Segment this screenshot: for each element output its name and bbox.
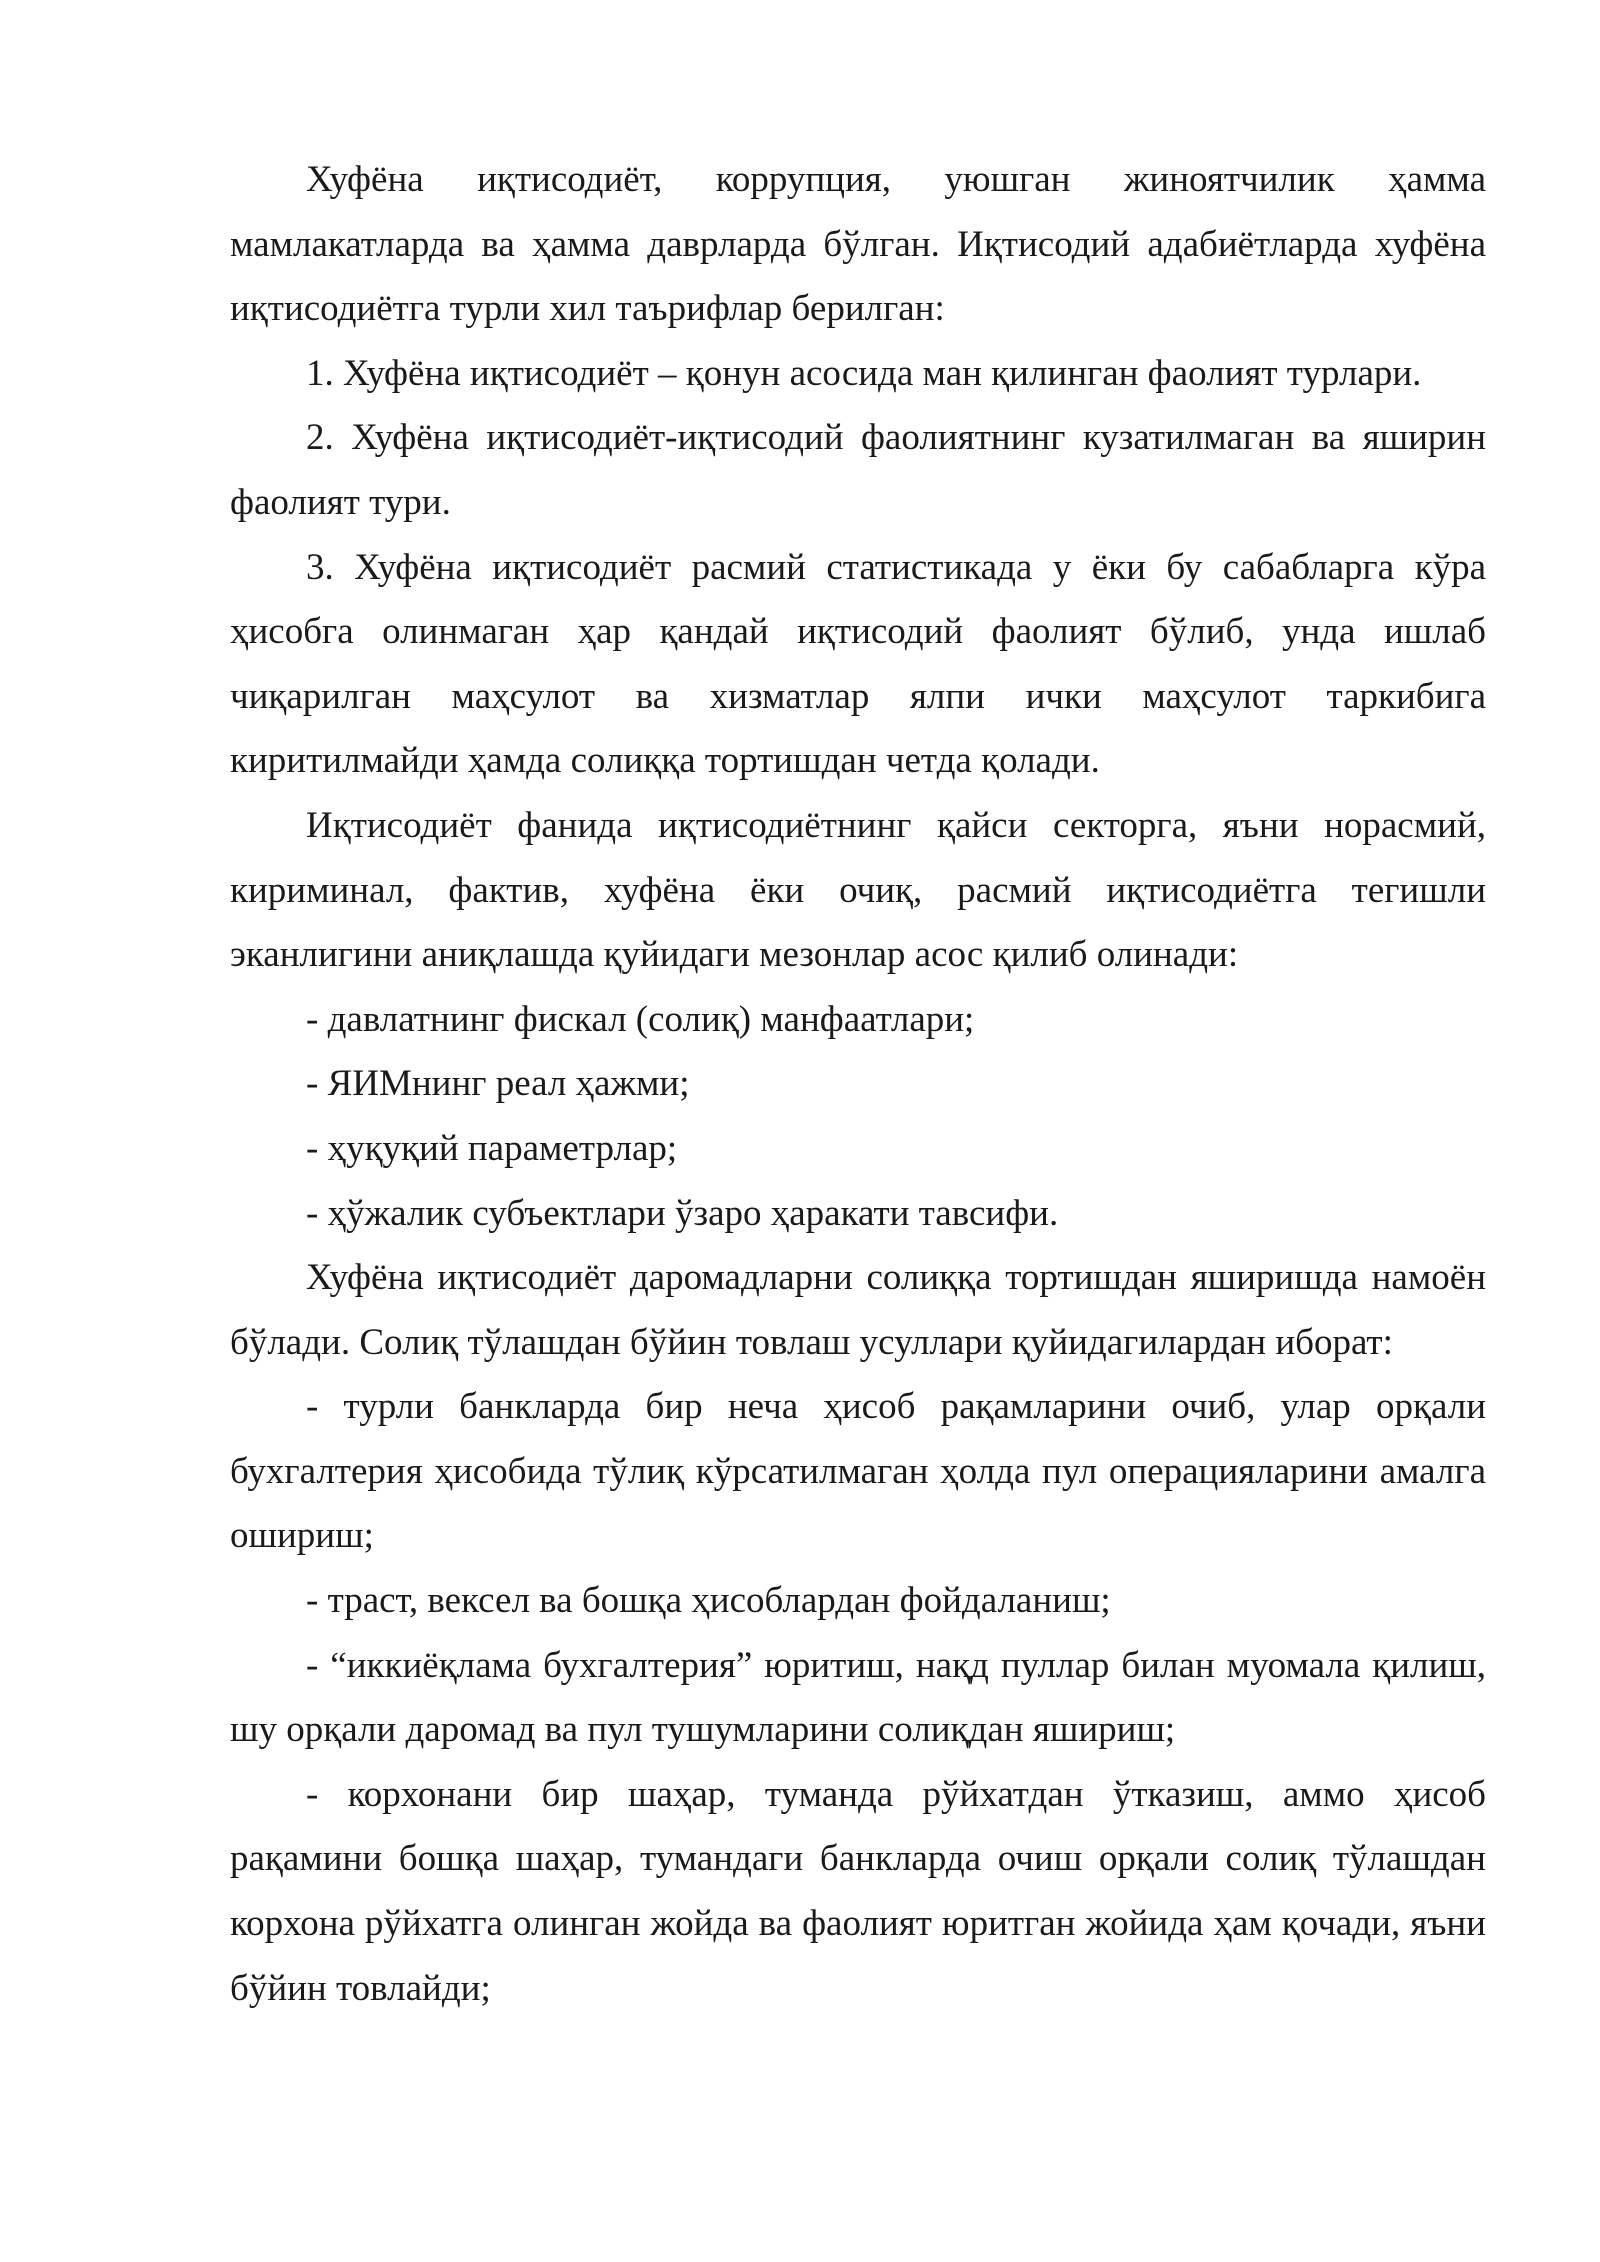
paragraph-tax-evasion: Хуфёна иқтисодиёт даромадларни солиққа тортишдан яширишда намоён бўлади. Солиқ тўлашдан бўйин товлаш усуллари қуйидагилардан иборат: [230, 1257, 1486, 1363]
paragraph-criteria: Иқтисодиёт фанида иқтисодиётнинг қайси секторга, яъни норасмий, кириминал, фактив, хуфёна ёки очиқ, расмий иқтисодиётга тегишли эканлигини аниқлашда қуйидаги мезонлар асос қилиб олинади: [230, 804, 1486, 976]
definition-3: 3. Хуфёна иқтисодиёт расмий статистикада у ёки бу сабабларга кўра ҳисобга олинмаган ҳар қандай иқтисодий фаолият бўлиб, унда ишлаб чиқарилган маҳсулот ва хизматлар ялпи ички маҳсулот таркибига киритилмайди ҳамда солиққа тортишдан четда қолади. [230, 546, 1486, 782]
definition-1: 1. Хуфёна иқтисодиёт – қонун асосида ман қилинган фаолият турлари. [306, 352, 1422, 394]
method-item-3: - “иккиёқлама бухгалтерия” юритиш, нақд пуллар билан муомала қилиш, шу орқали даромад ва пул тушумларини солиқдан яшириш; [230, 1644, 1486, 1751]
criteria-item-2: - ЯИМнинг реал ҳажми; [306, 1063, 690, 1105]
criteria-item-1: - давлатнинг фискал (солиқ) манфаатлари; [306, 998, 975, 1040]
method-item-2: - траст, вексел ва бошқа ҳисоблардан фойдаланиш; [306, 1580, 1111, 1622]
definition-2: 2. Хуфёна иқтисодиёт-иқтисодий фаолиятнинг кузатилмаган ва яширин фаолият тури. [230, 417, 1486, 523]
method-item-4: - корхонани бир шаҳар, туманда рўйхатдан ўтказиш, аммо ҳисоб рақамини бошқа шаҳар, тумандаги банкларда очиш орқали солиқ тўлашдан корхона рўйхатга олинган жойда ва фаолият юритган жойида ҳам қочади, яъни бўйин товлайди; [230, 1773, 1486, 2009]
criteria-item-3: - ҳуқуқий параметрлар; [306, 1127, 678, 1169]
paragraph-intro: Хуфёна иқтисодиёт, коррупция, уюшган жиноятчилик ҳамма мамлакатларда ва ҳамма даврларда бўлган. Иқтисодий адабиётларда хуфёна иқтисодиётга турли хил таърифлар берилган: [230, 159, 1486, 330]
criteria-item-4: - ҳўжалик субъектлари ўзаро ҳаракати тавсифи. [306, 1192, 1059, 1234]
method-item-1: - турли банкларда бир неча ҳисоб рақамларини очиб, улар орқали бухгалтерия ҳисобида тўлиқ кўрсатилмаган ҳолда пул операцияларини амалга ошириш; [230, 1386, 1486, 1557]
document-page [230, 148, 1486, 2021]
